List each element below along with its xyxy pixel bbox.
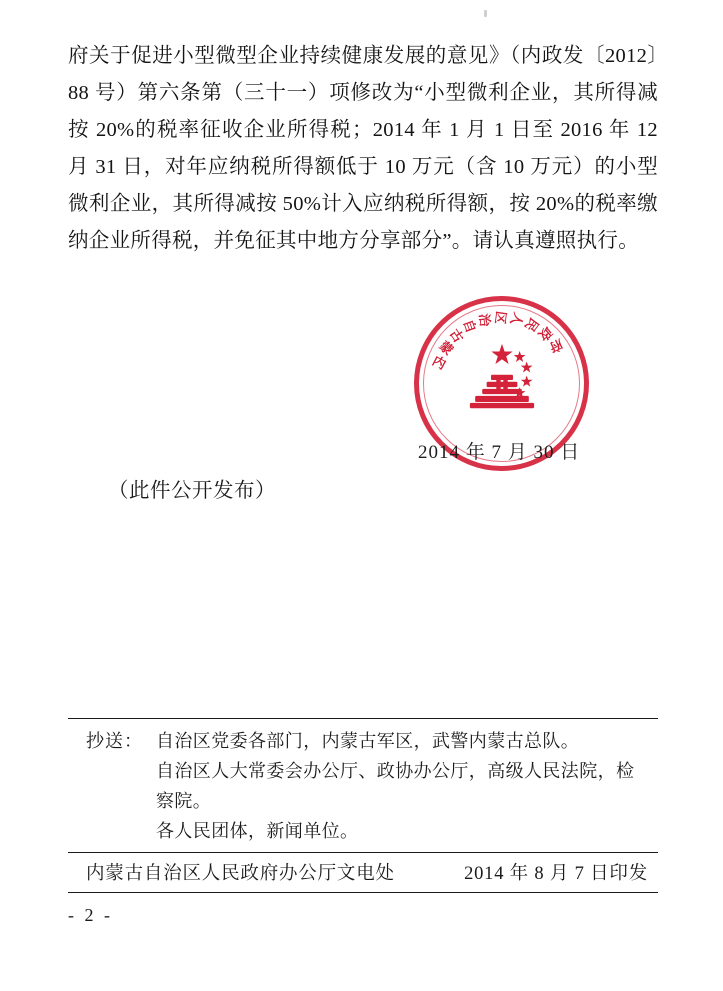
footer-bottom-rule	[68, 892, 658, 893]
national-emblem-icon	[458, 340, 546, 428]
cc-list	[68, 719, 658, 852]
footer-block	[68, 718, 658, 893]
cc-row	[68, 786, 658, 816]
seal-date: 2014 年 7 月 30 日	[418, 442, 581, 463]
seal-arc-text: 内 蒙 古 自 治 区 人 民 政 府	[429, 309, 565, 372]
cc-line: 察院。	[156, 791, 212, 811]
issuer-name: 内蒙古自治区人民政府办公厅文电处	[86, 864, 395, 884]
cc-row	[68, 726, 658, 756]
scan-speck	[484, 10, 487, 17]
cc-line: 自治区人大常委会办公厅、政协办公厅，高级人民法院，检	[156, 761, 635, 781]
cc-line: 自治区党委各部门，内蒙古军区，武警内蒙古总队。	[156, 731, 580, 751]
public-release-note: （此件公开发布）	[108, 480, 276, 502]
cc-row	[68, 756, 658, 786]
body-text	[68, 38, 658, 260]
cc-label: 抄送：	[86, 731, 143, 751]
body-paragraph: 府关于促进小型微型企业持续健康发展的意见》（内政发〔2012〕88 号）第六条第（三十一）项修改为“小型微利企业，其所得减按 20%的税率征收企业所得税；2014 年 1 月 1 日至 2016 年 12 月 31 日，对年应纳税所得额低于 10 万元（含 10 万元）的小型微利企业，其所得减按 50%计入应纳税所得额，按 20%的税率缴纳企业所得税，并免征其中地方分享部分”。请认真遵照执行。	[68, 45, 658, 252]
cc-row	[68, 816, 658, 846]
page-number: - 2 -	[68, 905, 113, 925]
cc-line: 各人民团体，新闻单位。	[156, 821, 359, 841]
issue-date: 2014 年 8 月 7 日印发	[464, 864, 648, 884]
issuer-row	[68, 853, 658, 892]
